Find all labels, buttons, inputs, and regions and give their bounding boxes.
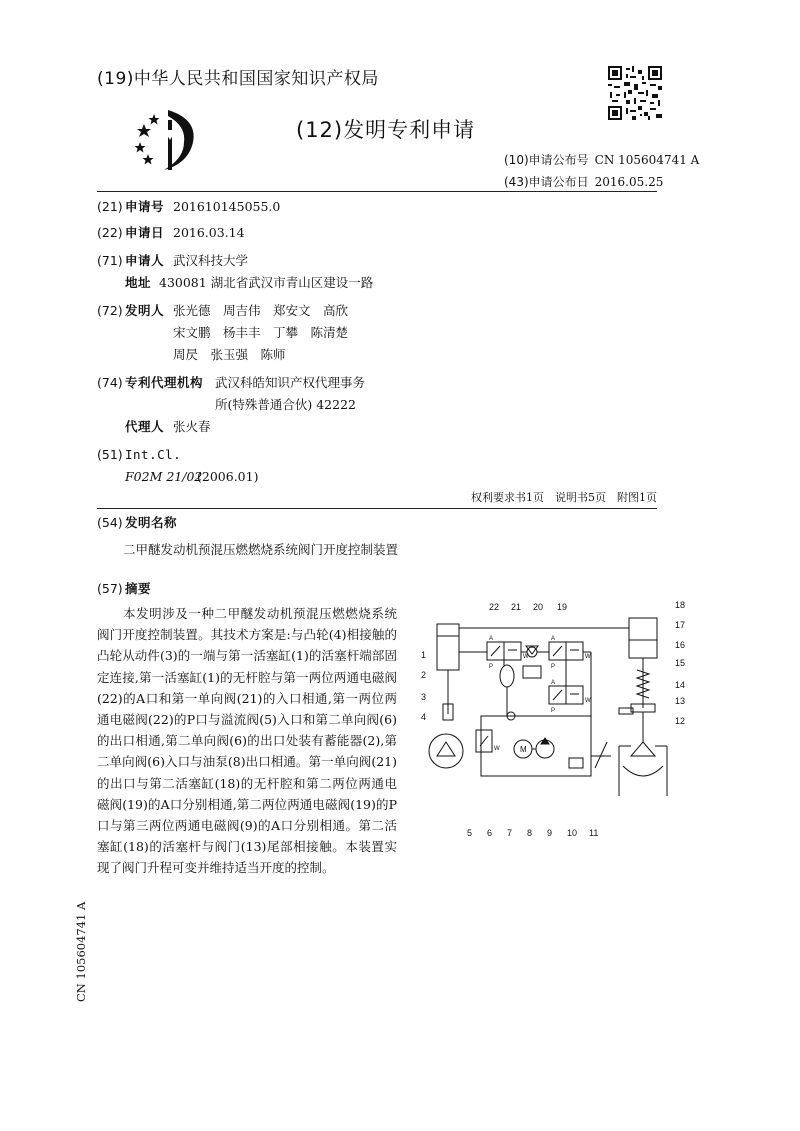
agency-row [97, 372, 657, 393]
field-code: (22) [97, 225, 123, 240]
fig-label-left: 4 [421, 712, 427, 722]
inventor-row-2 [97, 322, 657, 343]
header-divider [97, 191, 657, 192]
fig-label-right: 12 [675, 716, 686, 726]
fig-label-right: 13 [675, 696, 686, 706]
second-cylinder [629, 618, 657, 658]
fig-label-top: 19 [557, 602, 568, 612]
application-date-row [97, 222, 657, 243]
invention-title-label: 发明名称 [125, 515, 178, 530]
agency-line: 所(特殊普通合伙) 42222 [215, 397, 356, 412]
abstract-label: 摘要 [125, 581, 152, 596]
first-cylinder [437, 624, 459, 670]
tank [569, 758, 583, 768]
fig-label-left: 3 [421, 692, 427, 702]
field-code: (71) [97, 253, 123, 268]
inventor-line: 张光德 周吉伟 郑安文 高欣 [173, 303, 349, 318]
applicant: 武汉科技大学 [173, 253, 249, 268]
port-label: A [551, 680, 556, 686]
fig-label-right: 15 [675, 658, 686, 668]
side-number-text: CN 105604741 A [74, 901, 88, 1002]
inventor-row [97, 300, 657, 321]
fig-label-right: 14 [675, 680, 686, 690]
side-publication-number [64, 890, 104, 1010]
port-label: A [551, 636, 556, 642]
page-count-info: 权利要求书1页 说明书5页 附图1页 [471, 491, 657, 504]
document-type-title: (12)发明专利申请 [296, 118, 476, 142]
accumulator [500, 665, 514, 687]
application-number-row [97, 196, 657, 217]
fig-label-bottom: 8 [527, 828, 533, 838]
fig-label-left: 2 [421, 670, 427, 680]
address: 430081 湖北省武汉市青山区建设一路 [159, 275, 374, 290]
agency-label: 专利代理机构 [125, 375, 204, 390]
invention-title: 二甲醚发动机预混压燃燃烧系统阀门开度控制装置 [123, 542, 399, 557]
port-label: W [523, 654, 529, 660]
fig-label-bottom: 5 [467, 828, 473, 838]
application-number-label: 申请号 [125, 199, 165, 214]
field-code: (21) [97, 199, 123, 214]
field-code: (51) [97, 447, 123, 462]
intcl-row [97, 444, 657, 465]
port-label: A [489, 636, 494, 642]
applicant-label: 申请人 [125, 253, 165, 268]
application-date: 2016.03.14 [173, 225, 245, 240]
intcl-class-row [97, 466, 657, 487]
abstract-text: 本发明涉及一种二甲醚发动机预混压燃燃烧系统阀门开度控制装置。其技术方案是:与凸轮(4)相接触的凸轮从动件(3)的一端与第一活塞缸(1)的活塞杆端部固定连接,第一活塞缸(1)的无杆腔与第一两位两通电磁阀(22)的A口和第一单向阀(21)的入口相通,第一两位两通电磁阀(22)的P口与溢流阀(5)入口和第二单向阀(6)的出口相通,第二单向阀(6)的出口处装有蓄能器(2),第二单向阀(6)入口与油泵(8)出口相通。第一单向阀(21)的出口与第二活塞缸(18)的无杆腔和第二两位两通电磁阀(19)的A口分别相通,第二两位两通电磁阀(19)的P口与第三两位两通电磁阀(9)的A口分别相通。第二活塞缸(18)的活塞杆与阀门(13)尾部相接触。本装置实现了阀门升程可变并维持适当开度的控制。 [97, 606, 397, 876]
office-name: (19)中华人民共和国国家知识产权局 [97, 69, 379, 89]
fig-label-right: 17 [675, 620, 686, 630]
applicant-row [97, 250, 657, 271]
fig-label-bottom: 7 [507, 828, 513, 838]
engine-valve [631, 712, 655, 756]
publication-date-row [504, 173, 663, 190]
port-label: W [494, 746, 500, 752]
fig-label-top: 22 [489, 602, 500, 612]
intcl-class: F02M 21/02 [125, 469, 203, 484]
address-row [97, 272, 657, 293]
application-date-label: 申请日 [125, 225, 165, 240]
fig-label-top: 21 [511, 602, 522, 612]
agent-label: 代理人 [125, 419, 165, 434]
inventor-row-3 [97, 344, 657, 365]
publication-date: 2016.05.25 [594, 175, 664, 189]
publication-number-row [504, 151, 699, 168]
fig-label-right: 16 [675, 640, 686, 650]
address-label: 地址 [125, 275, 152, 290]
publication-number: CN 105604741 A [594, 153, 700, 167]
fig-label-top: 20 [533, 602, 544, 612]
section-divider [97, 508, 657, 509]
fig-label-bottom: 6 [487, 828, 493, 838]
agent-row [97, 416, 657, 437]
publication-number-label: (10)申请公布号 [504, 153, 589, 167]
agent: 张火春 [173, 419, 211, 434]
fig-label-left: 1 [421, 650, 427, 660]
sensor-20 [523, 666, 541, 678]
inventor-line: 宋文鹏 杨丰丰 丁攀 陈清楚 [173, 325, 349, 340]
agency-row-2 [97, 394, 657, 415]
inventor-line: 周昃 张玉强 陈师 [173, 347, 286, 362]
field-code: (72) [97, 303, 123, 318]
cnipa-logo-icon [130, 106, 210, 176]
intcl-year: (2006.01) [197, 469, 259, 484]
field-code: (57) [97, 581, 123, 596]
motor-label: M [520, 745, 527, 754]
fig-label-bottom: 11 [589, 828, 599, 838]
port-label: P [489, 664, 494, 670]
fig-label-right: 18 [675, 600, 686, 610]
hydraulic-schematic-figure [419, 596, 693, 844]
port-label: P [551, 664, 556, 670]
intcl-label: Int.Cl. [125, 447, 182, 462]
publication-date-label: (43)申请公布日 [504, 175, 589, 189]
application-number: 201610145055.0 [173, 199, 281, 214]
inventor-label: 发明人 [125, 303, 165, 318]
field-code: (74) [97, 375, 123, 390]
port-label: W [585, 654, 591, 660]
field-code: (54) [97, 515, 123, 530]
fig-label-bottom: 10 [567, 828, 578, 838]
agency-line: 武汉科皓知识产权代理事务 [215, 375, 366, 390]
fig-label-bottom: 9 [547, 828, 553, 838]
invention-title-heading [97, 512, 657, 533]
port-label: P [551, 708, 556, 714]
qr-code-icon [608, 66, 662, 120]
port-label: W [585, 698, 591, 704]
